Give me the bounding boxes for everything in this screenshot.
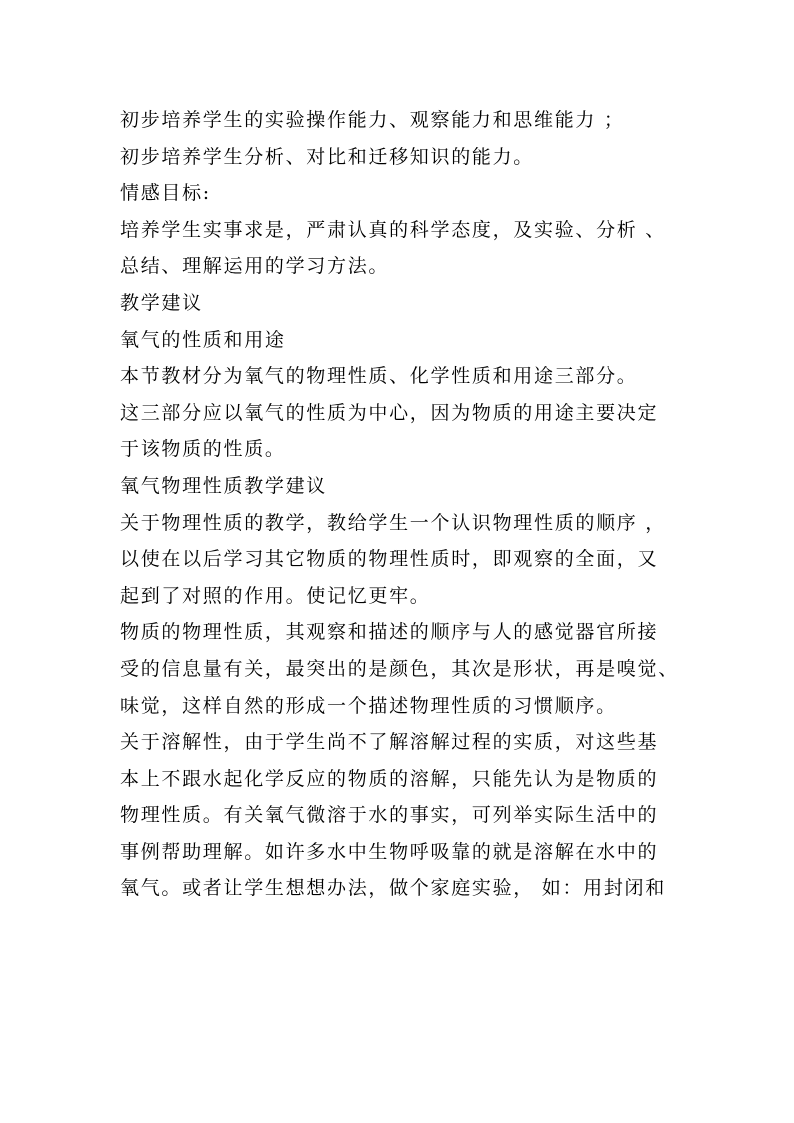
- text-line: 氧气。或者让学生想想办法，做个家庭实验， 如：用封闭和: [120, 877, 666, 900]
- text-line: 以使在以后学习其它物质的物理性质时，即观察的全面，又: [120, 548, 659, 571]
- text-line: 事例帮助理解。如许多水中生物呼吸靠的就是溶解在水中的: [120, 840, 659, 863]
- section-heading: 氧气的性质和用途: [120, 328, 286, 351]
- text-line: 起到了对照的作用。使记忆更牢。: [120, 584, 431, 607]
- text-line: 物质的物理性质，其观察和描述的顺序与人的感觉器官所接: [120, 621, 659, 644]
- text-line: 初步培养学生的实验操作能力、观察能力和思维能力 ；: [120, 109, 625, 131]
- text-line: 于该物质的性质。: [120, 438, 286, 461]
- text-line: 受的信息量有关，最突出的是颜色，其次是形状，再是嗅觉、: [120, 657, 679, 680]
- section-heading: 教学建议: [120, 291, 203, 314]
- text-line: 培养学生实事求是，严肃认真的科学态度，及实验、分析 、: [120, 218, 666, 241]
- text-line: 关于物理性质的教学，教给学生一个认识物理性质的顺序 ，: [120, 511, 666, 534]
- text-line: 这三部分应以氧气的性质为中心，因为物质的用途主要决定: [120, 401, 659, 424]
- text-line: 味觉，这样自然的形成一个描述物理性质的习惯顺序。: [120, 694, 617, 717]
- text-line: 总结、理解运用的学习方法。: [120, 255, 390, 278]
- text-line: 物理性质。有关氧气微溶于水的事实，可列举实际生活中的: [120, 804, 659, 827]
- text-line: 初步培养学生分析、对比和迁移知识的能力。: [120, 145, 535, 168]
- document-body: [120, 102, 680, 907]
- text-line: 本上不跟水起化学反应的物质的溶解，只能先认为是物质的: [120, 767, 659, 790]
- section-heading: 氧气物理性质教学建议: [120, 474, 328, 497]
- text-line: 关于溶解性，由于学生尚不了解溶解过程的实质，对这些基: [120, 731, 659, 754]
- section-heading: 情感目标:: [120, 182, 211, 205]
- text-line: 本节教材分为氧气的物理性质、化学性质和用途三部分。: [120, 365, 638, 388]
